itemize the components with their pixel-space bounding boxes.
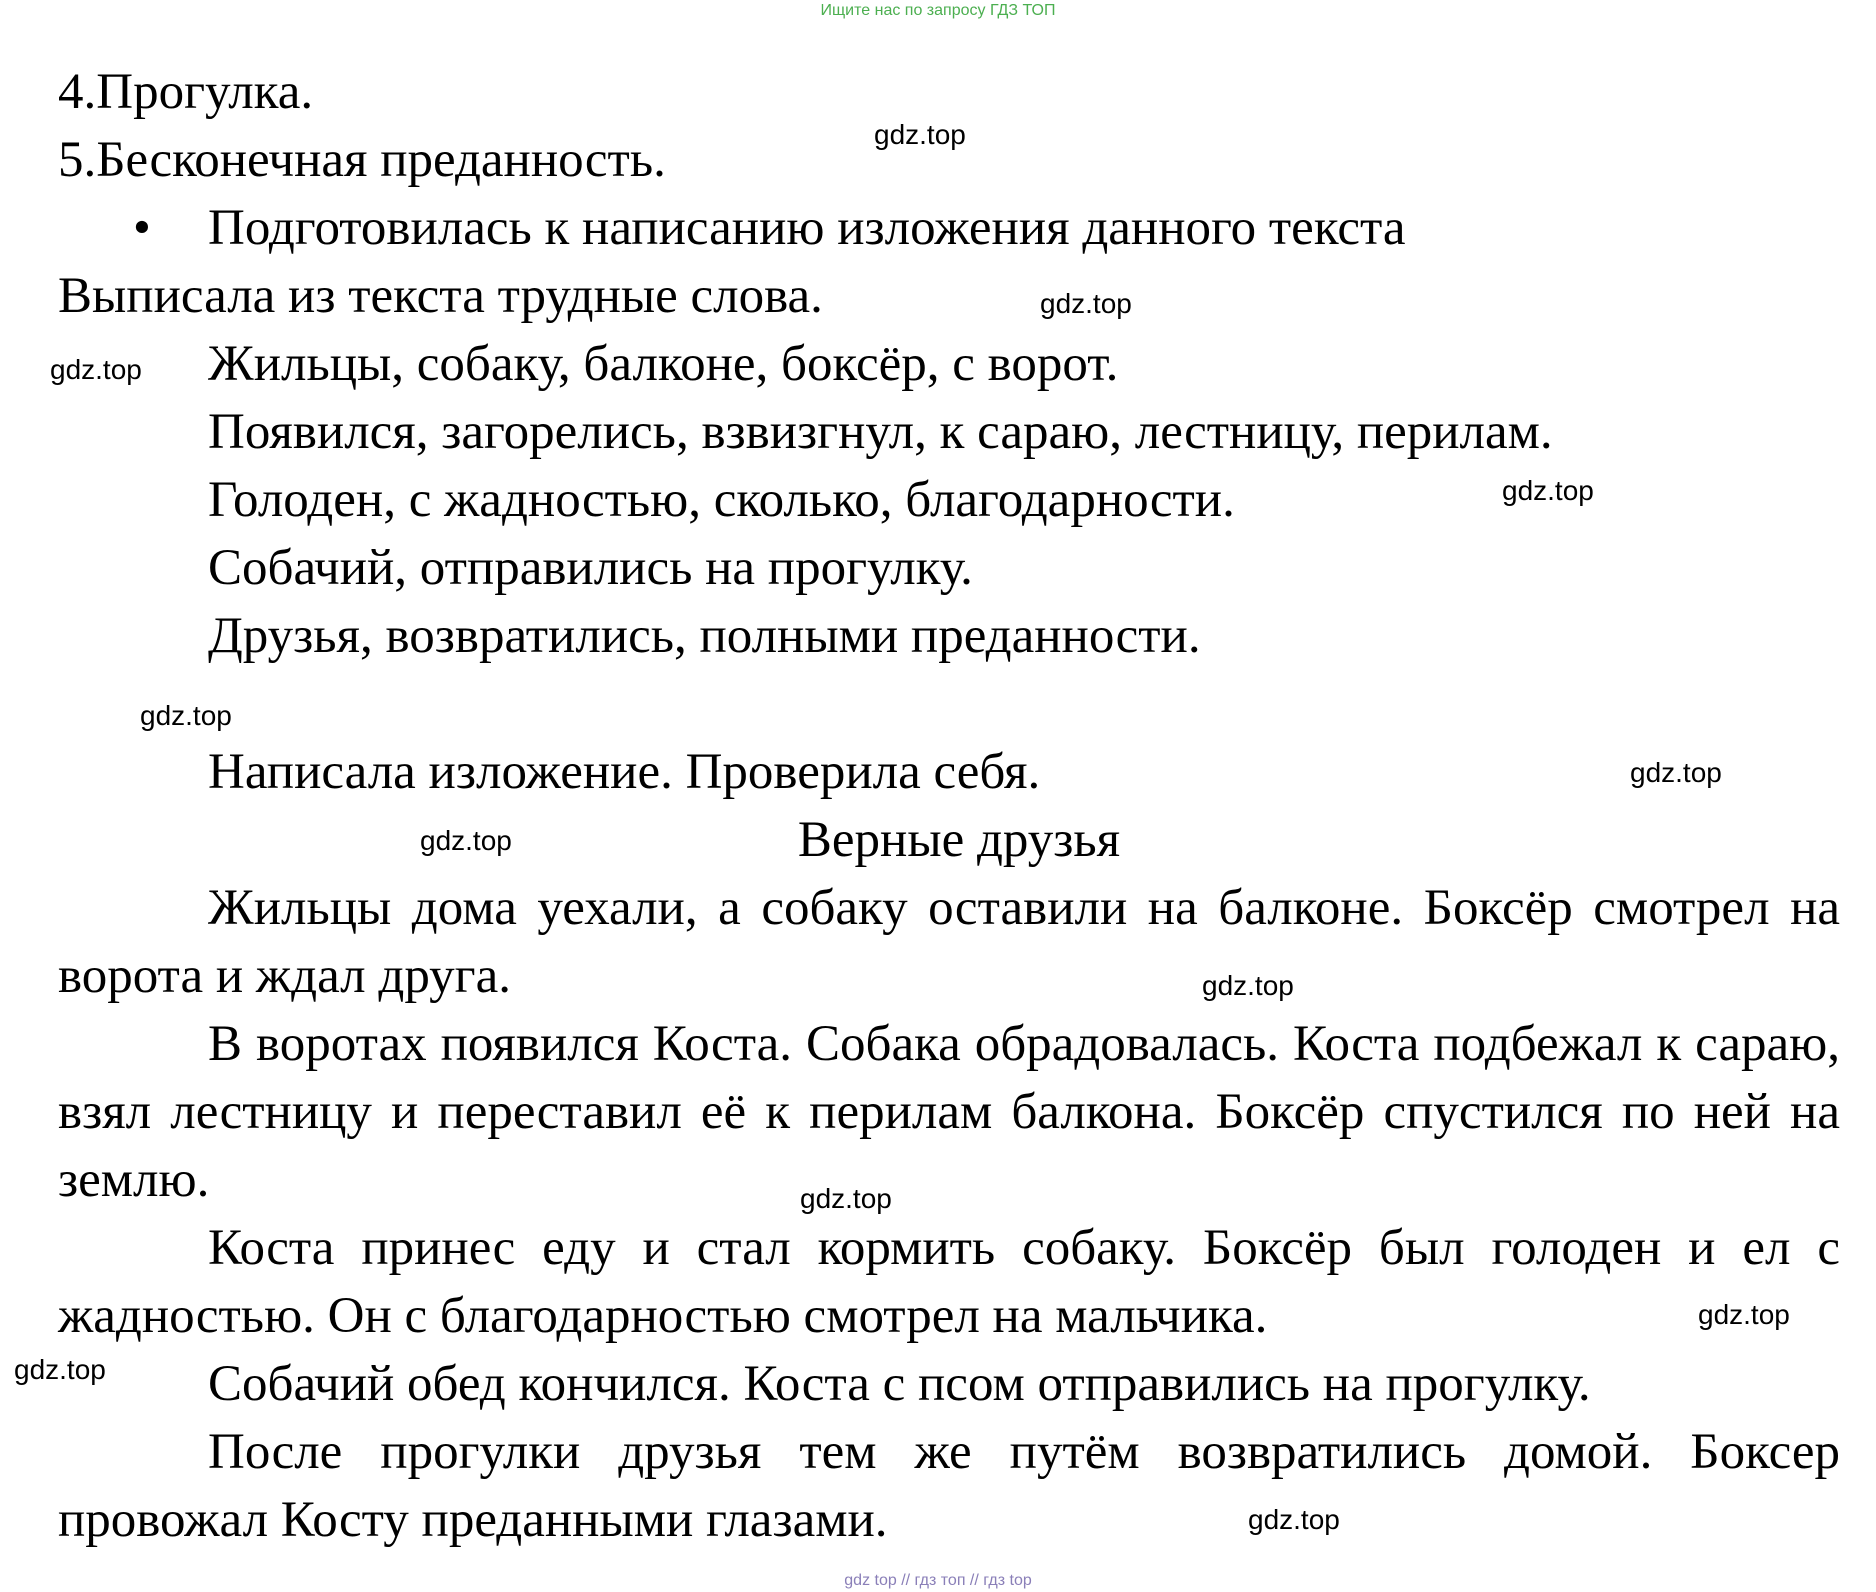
essay-paragraph: В воротах появился Коста. Собака обрадовалась. Коста подбежал к сараю, взял лестницу и переставил её к перилам балкона. Боксёр спустился по ней на землю.	[58, 1016, 1840, 1208]
hard-words-line: Голоден, с жадностью, сколько, благодарности.	[208, 472, 1235, 528]
essay-paragraph: Собачий обед кончился. Коста с псом отправились на прогулку.	[208, 1356, 1591, 1412]
promo-header: Ищите нас по запросу ГДЗ ТОП	[820, 2, 1056, 19]
result-note: Написала изложение. Проверила себя.	[208, 744, 1041, 800]
watermark: gdz.top	[14, 1354, 106, 1385]
blank-gap	[58, 670, 1840, 738]
hard-words-line: Друзья, возвратились, полными преданности.	[208, 608, 1201, 664]
watermark: gdz.top	[140, 700, 232, 731]
bullet-icon: •	[133, 200, 151, 256]
watermark: gdz.top	[1502, 475, 1594, 506]
watermark: gdz.top	[1248, 1504, 1340, 1535]
essay-paragraph: Коста принес еду и стал кормить собаку. Боксёр был голоден и ел с жадностью. Он с благодарностью смотрел на мальчика.	[58, 1220, 1840, 1344]
watermark: gdz.top	[1040, 288, 1132, 319]
watermark: gdz.top	[1202, 970, 1294, 1001]
watermark: gdz.top	[420, 825, 512, 856]
watermark: gdz.top	[1698, 1299, 1790, 1330]
essay-paragraph: Жильцы дома уехали, а собаку оставили на балконе. Боксёр смотрел на ворота и ждал друга.	[58, 880, 1840, 1004]
essay-paragraph: После прогулки друзья тем же путём возвратились домой. Боксер провожал Косту преданными глазами.	[58, 1424, 1840, 1548]
outline-item-4: 4.Прогулка.	[58, 64, 314, 120]
hard-words-line: Появился, загорелись, взвизгнул, к сараю, лестницу, перилам.	[208, 404, 1553, 460]
watermark: gdz.top	[874, 119, 966, 150]
watermark: gdz.top	[800, 1183, 892, 1214]
bullet-item	[58, 194, 1840, 262]
essay-title: Верные друзья	[797, 812, 1121, 868]
hard-words-line: Жильцы, собаку, балконе, боксёр, с ворот.	[208, 336, 1119, 392]
outline-item-5: 5.Бесконечная преданность.	[58, 132, 666, 188]
hard-words-line: Собачий, отправились на прогулку.	[208, 540, 973, 596]
footer-watermark: gdz top // гдз топ // гдз top	[844, 1572, 1032, 1589]
document-body	[58, 58, 1840, 1554]
bullet-text: Подготовилась к написанию изложения данного текста	[208, 200, 1406, 256]
watermark: gdz.top	[1630, 757, 1722, 788]
hard-words-intro: Выписала из текста трудные слова.	[58, 268, 823, 324]
watermark: gdz.top	[50, 354, 142, 385]
